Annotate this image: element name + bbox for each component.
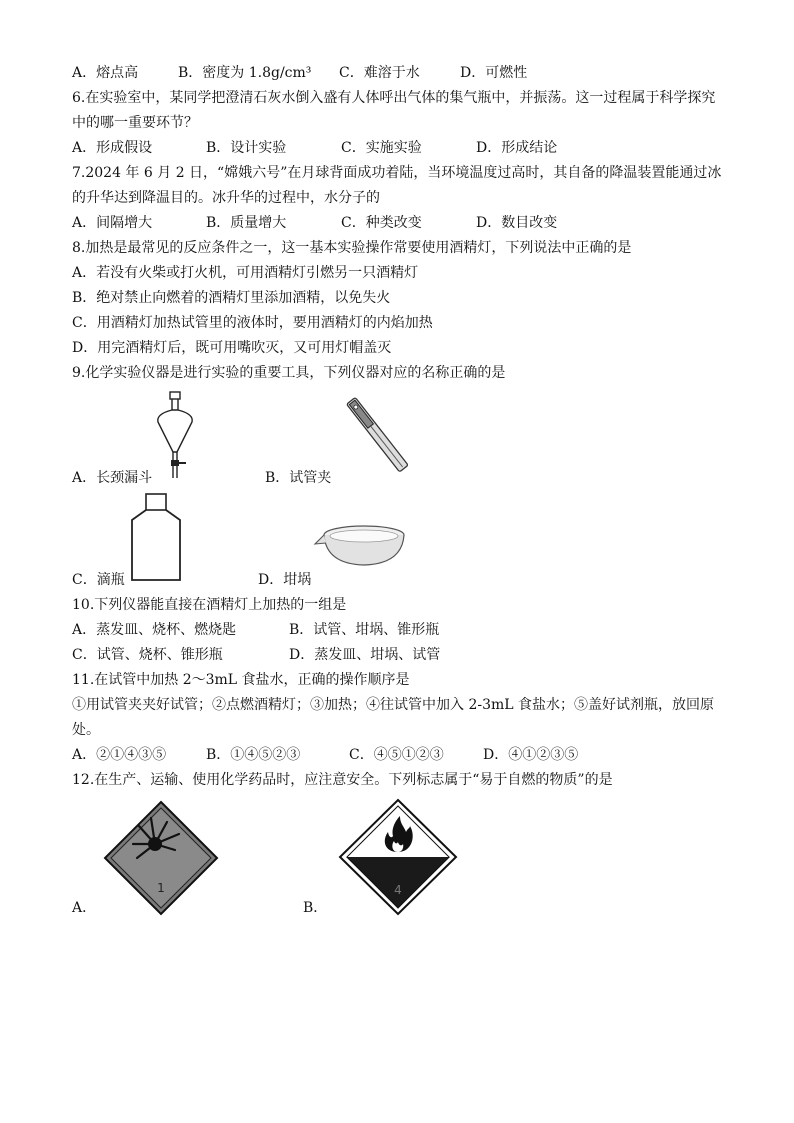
q12-stem: 12.在生产、运输、使用化学药品时，应注意安全。下列标志属于“易于自燃的物质”的是 — [72, 772, 613, 788]
q7-option-d: D．数目改变 — [476, 215, 558, 231]
q5-option-a: A．熔点高 — [72, 65, 139, 81]
q10-option-c: C．试管、烧杯、锥形瓶 — [72, 647, 223, 663]
q8-stem: 8.加热是最常见的反应条件之一，这一基本实验操作常要使用酒精灯，下列说法中正确的是 — [72, 240, 632, 256]
evaporating-dish-image — [312, 522, 408, 568]
q8-option-c: C．用酒精灯加热试管里的液体时，要用酒精灯的内焰加热 — [72, 315, 433, 331]
q9-option-a: A．长颈漏斗 — [72, 470, 153, 486]
q6-option-d: D．形成结论 — [476, 140, 558, 156]
q7-stem-line1: 7.2024 年 6 月 2 日，“嫦娥六号”在月球背面成功着陆，当环境温度过高时，其自备的降温装置能通过冰 — [72, 165, 722, 181]
q9-option-b: B．试管夹 — [265, 470, 332, 486]
q11-steps-line2: 处。 — [72, 722, 100, 738]
q10-option-a: A．蒸发皿、烧杯、燃烧匙 — [72, 622, 237, 638]
q6-stem-line2: 中的哪一重要环节？ — [72, 115, 198, 131]
q7-option-a: A．间隔增大 — [72, 215, 153, 231]
q11-option-c: C．④⑤①②③ — [349, 747, 444, 763]
explosive-label-number: 1 — [157, 881, 165, 895]
q8-option-d: D．用完酒精灯后，既可用嘴吹灭，又可用灯帽盖灭 — [72, 340, 392, 356]
q11-stem: 11.在试管中加热 2～3mL 食盐水，正确的操作顺序是 — [72, 672, 410, 688]
q12-option-a: A． — [72, 900, 97, 916]
test-tube-holder-image — [330, 390, 425, 480]
q9-option-d: D．坩埚 — [258, 572, 312, 588]
q9-stem: 9.化学实验仪器是进行实验的重要工具，下列仪器对应的名称正确的是 — [72, 365, 506, 381]
flammable-label-number: 4 — [394, 883, 402, 897]
q6-option-a: A．形成假设 — [72, 140, 153, 156]
separatory-funnel-image — [150, 390, 200, 485]
q6-option-c: C．实施实验 — [341, 140, 422, 156]
q12-option-b: B． — [303, 900, 328, 916]
explosive-hazard-label — [103, 800, 219, 916]
q10-stem: 10.下列仪器能直接在酒精灯上加热的一组是 — [72, 597, 347, 613]
q11-option-a: A．②①④③⑤ — [72, 747, 167, 763]
dropper-bottle-image — [128, 492, 184, 584]
q5-option-d: D．可燃性 — [460, 65, 528, 81]
q11-option-b: B．①④⑤②③ — [206, 747, 301, 763]
q5-option-b: B．密度为 1.8g/cm³ — [178, 65, 312, 81]
q9-option-c: C．滴瓶 — [72, 572, 125, 588]
q7-stem-line2: 的升华达到降温目的。冰升华的过程中，水分子的 — [72, 190, 380, 206]
q8-option-a: A．若没有火柴或打火机，可用酒精灯引燃另一只酒精灯 — [72, 265, 419, 281]
q11-steps-line1: ①用试管夹夹好试管；②点燃酒精灯；③加热；④往试管中加入 2-3mL 食盐水；⑤盖好试剂瓶，放回原 — [72, 697, 715, 713]
q7-option-c: C．种类改变 — [341, 215, 422, 231]
q8-option-b: B．绝对禁止向燃着的酒精灯里添加酒精，以免失火 — [72, 290, 391, 306]
q10-option-b: B．试管、坩埚、锥形瓶 — [289, 622, 440, 638]
q11-option-d: D．④①②③⑤ — [483, 747, 579, 763]
q5-option-c: C．难溶于水 — [339, 65, 420, 81]
q10-option-d: D．蒸发皿、坩埚、试管 — [289, 647, 441, 663]
q6-stem-line1: 6.在实验室中，某同学把澄清石灰水倒入盛有人体呼出气体的集气瓶中，并振荡。这一过程属于科学探究 — [72, 90, 716, 106]
flammable-hazard-label — [338, 798, 458, 916]
q7-option-b: B．质量增大 — [206, 215, 287, 231]
q6-option-b: B．设计实验 — [206, 140, 287, 156]
